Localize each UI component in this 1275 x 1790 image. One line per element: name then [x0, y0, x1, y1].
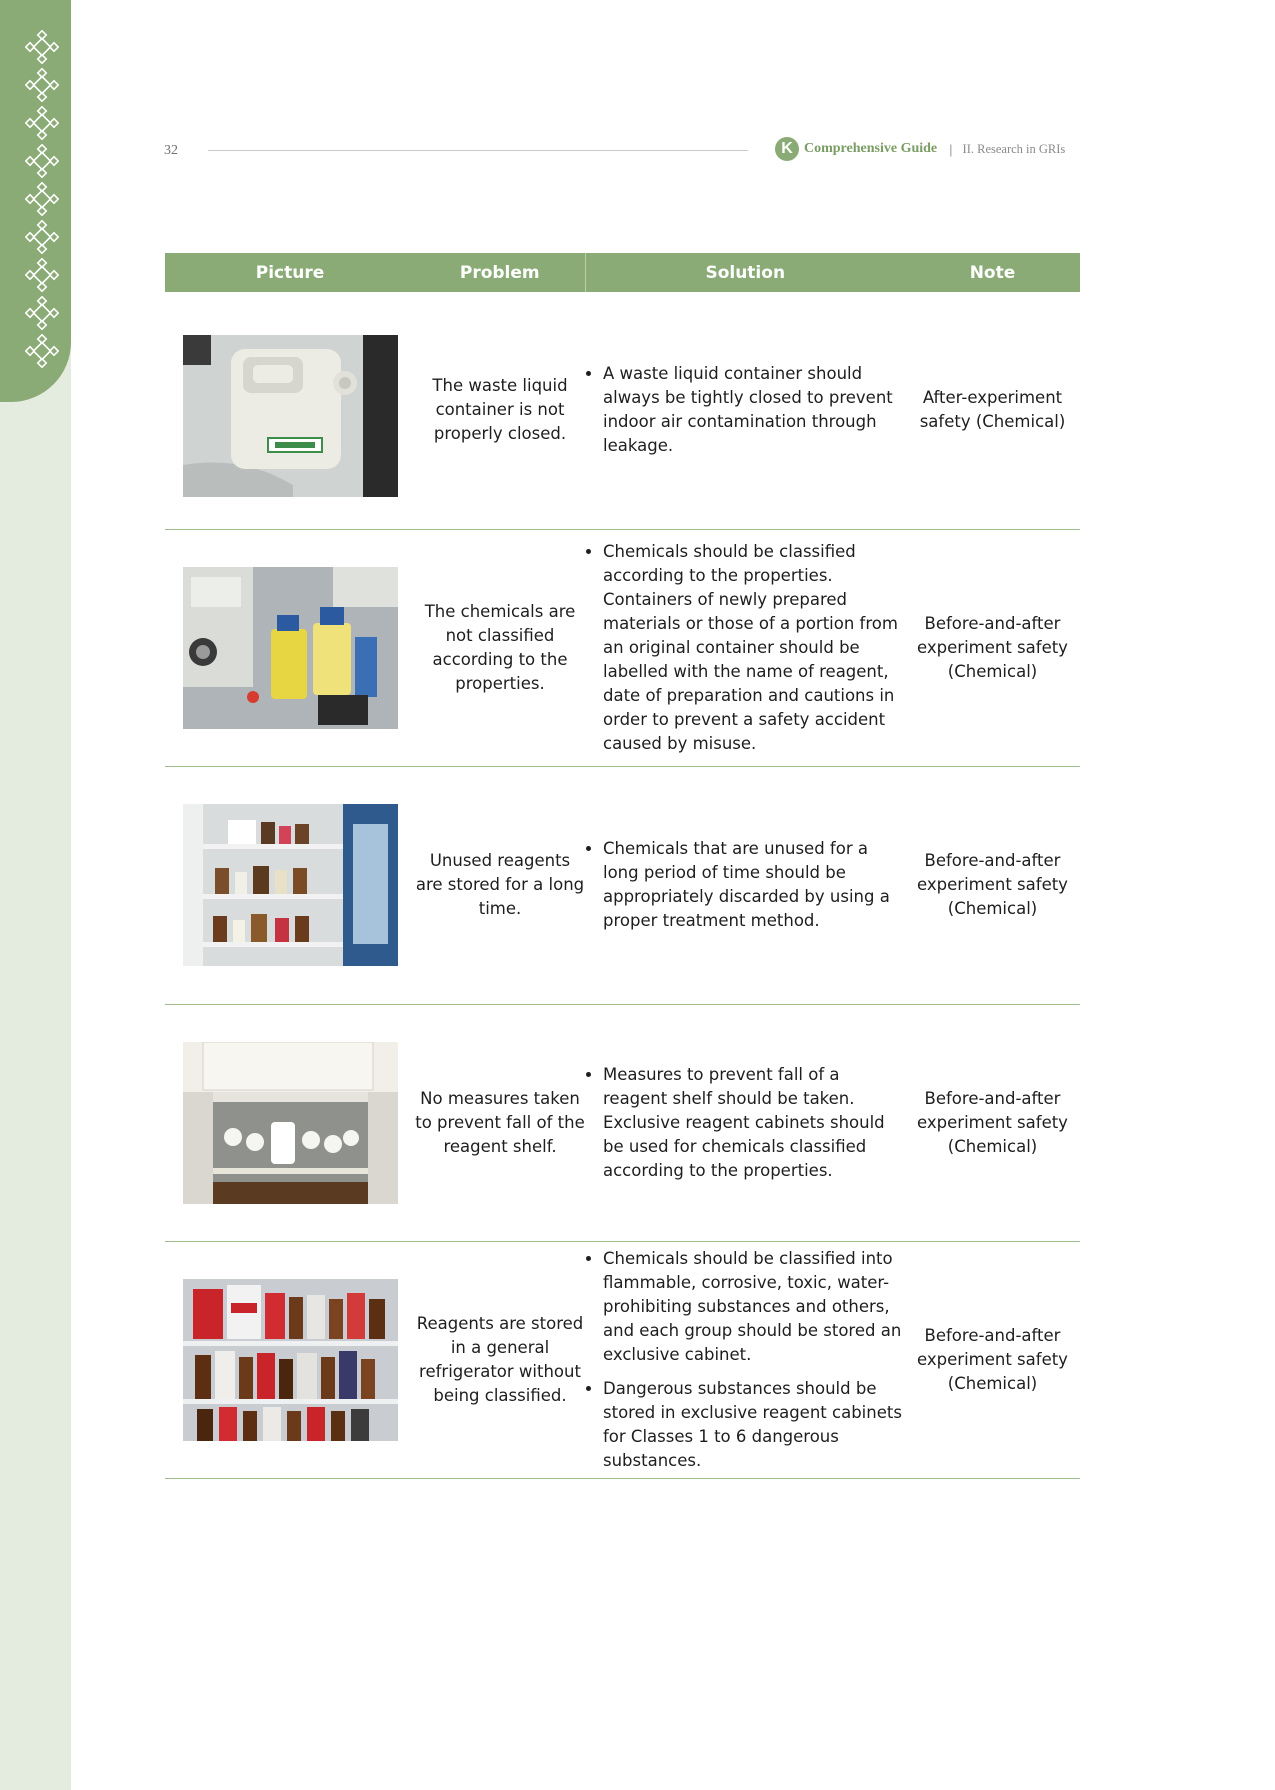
note-cell: Before-and-after experiment safety (Chemical) — [905, 1241, 1080, 1478]
note-cell: Before-and-after experiment safety (Chemical) — [905, 766, 1080, 1004]
header-note: Note — [905, 253, 1080, 292]
ornament-icon — [25, 296, 59, 330]
chemicals-bench-illustration — [183, 567, 398, 729]
solution-list — [585, 1247, 905, 1473]
ornament-icon — [25, 30, 59, 64]
note-cell: Before-and-after experiment safety (Chemical) — [905, 1004, 1080, 1241]
header-rule — [208, 150, 748, 151]
solution-list — [585, 540, 905, 756]
refrigerator-reagents-photo — [183, 1279, 398, 1441]
unclassified-chemicals-bench-photo — [183, 567, 398, 729]
side-tab — [0, 0, 71, 402]
solution-item: • Measures to prevent fall of a reagent shelf should be taken. Exclusive reagent cabinets should be used for chemicals classified according to the properties. — [603, 1063, 905, 1183]
solution-item: • Chemicals that are unused for a long period of time should be appropriately discarded by using a proper treatment method. — [603, 837, 905, 933]
solution-list — [585, 837, 905, 933]
refrigerator-illustration — [183, 1279, 398, 1441]
running-header — [775, 137, 1065, 161]
table-row — [165, 529, 1080, 766]
note-cell: Before-and-after experiment safety (Chemical) — [905, 529, 1080, 766]
page-number: 32 — [164, 143, 178, 158]
ornament-icon — [25, 106, 59, 140]
waste-container-illustration — [183, 335, 398, 497]
header-problem: Problem — [415, 253, 585, 292]
picture-cell — [165, 529, 415, 766]
k-logo-icon: K — [775, 137, 799, 161]
solution-cell — [585, 766, 905, 1004]
picture-cell — [165, 1004, 415, 1241]
note-cell: After-experiment safety (Chemical) — [905, 292, 1080, 529]
solution-list — [585, 362, 905, 458]
ornament-icon — [25, 182, 59, 216]
reagent-shelf-illustration — [183, 1042, 398, 1204]
table-row — [165, 766, 1080, 1004]
header-solution: Solution — [585, 253, 905, 292]
picture-cell — [165, 292, 415, 529]
problem-cell: Unused reagents are stored for a long time. — [415, 766, 585, 1004]
section-title: II. Research in GRIs — [962, 141, 1066, 156]
solution-cell — [585, 1241, 905, 1478]
unused-reagents-cabinet-photo — [183, 804, 398, 966]
solution-cell — [585, 529, 905, 766]
picture-cell — [165, 766, 415, 1004]
solution-item: • Dangerous substances should be stored in exclusive reagent cabinets for Classes 1 to 6 dangerous substances. — [603, 1377, 905, 1473]
solution-item: • Chemicals should be classified according to the properties. Containers of newly prepared materials or those of a portion from an original container should be labelled with the name of reagent, date of preparation and cautions in order to prevent a safety accident caused by misuse. — [603, 540, 905, 756]
problem-cell: No measures taken to prevent fall of the reagent shelf. — [415, 1004, 585, 1241]
header-separator: | — [949, 141, 953, 157]
problem-solution-table — [165, 253, 1080, 1479]
guide-title: Comprehensive Guide — [804, 141, 938, 156]
table-row — [165, 1004, 1080, 1241]
picture-cell — [165, 1241, 415, 1478]
problem-cell: Reagents are stored in a general refrigerator without being classified. — [415, 1241, 585, 1478]
header-picture: Picture — [165, 253, 415, 292]
solution-cell — [585, 292, 905, 529]
problem-cell: The chemicals are not classified according to the properties. — [415, 529, 585, 766]
problem-cell: The waste liquid container is not properly closed. — [415, 292, 585, 529]
solution-item: • A waste liquid container should always be tightly closed to prevent indoor air contamination through leakage. — [603, 362, 905, 458]
ornament-icon — [25, 220, 59, 254]
table-row — [165, 292, 1080, 529]
ornament-icon — [25, 68, 59, 102]
ornament-icon — [25, 144, 59, 178]
ornament-icon — [25, 258, 59, 292]
solution-cell — [585, 1004, 905, 1241]
ornament-icon — [25, 334, 59, 368]
solution-list — [585, 1063, 905, 1183]
reagent-shelf-photo — [183, 1042, 398, 1204]
solution-item: • Chemicals should be classified into flammable, corrosive, toxic, water-prohibiting substances and others, and each group should be stored an exclusive cabinet. — [603, 1247, 905, 1367]
table-header-row — [165, 253, 1080, 292]
table-row — [165, 1241, 1080, 1478]
waste-liquid-container-photo — [183, 335, 398, 497]
reagent-cabinet-illustration — [183, 804, 398, 966]
